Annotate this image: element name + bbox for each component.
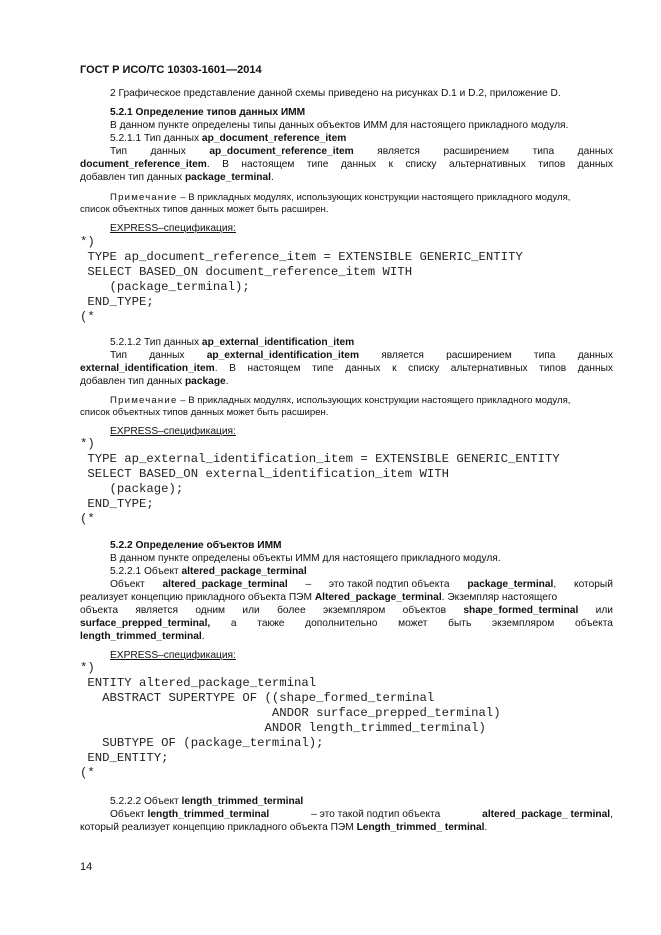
text: реализует концепцию прикладного объекта ПЭМ [80,592,315,603]
subsection-number: 5.2.1.1 Тип данных [110,133,202,144]
word: быть [448,618,472,629]
word: данных [577,350,613,361]
paragraph-line [80,591,557,604]
word: данных [345,363,381,374]
paragraph-line: external_identification_item. В настоящем типе данных к списку альтернативных типов данных [80,363,613,374]
code-line: *) [80,661,95,675]
paragraph-line: который реализует концепцию прикладного объекта ПЭМ Length_trimmed_ terminal. [80,822,488,833]
type-name: ap_document_reference_item [209,146,354,157]
code-line: ENTITY altered_package_terminal [80,676,317,690]
word: может [398,618,428,629]
text: это такой подтип объекта [328,579,450,590]
paragraph-line: добавлен тип данных package. [80,376,229,387]
code-line: SUBTYPE OF (package_terminal); [80,736,324,750]
code-line: SELECT BASED_ON external_identification_item WITH [80,467,449,481]
word: к [388,159,394,170]
subsection-number: 5.2.2.1 Объект [110,566,182,577]
word: списку [408,363,440,374]
word: альтернативных [450,363,528,374]
section-intro-5-2-1: В данном пункте определены типы данных объектов ИММ для настоящего прикладного модуля. [110,120,569,131]
word: объектов [402,605,447,616]
word: альтернативных [448,159,526,170]
paragraph-line: Объект altered_package_terminal – это такой подтип объекта package_terminal, который [110,579,613,590]
document-header: ГОСТ Р ИСО/ТС 10303-1601—2014 [80,64,262,76]
word: одним [195,605,226,616]
word: данных [577,363,613,374]
express-label: EXPRESS–спецификация: [110,223,236,234]
code-line: *) [80,437,95,451]
entity-name: package_terminal [467,579,554,590]
paragraph-line [110,349,613,362]
text: – В прикладных модулях, использующих конструкции настоящего прикладного модуля, [177,395,571,406]
code-line: END_TYPE; [80,497,154,511]
word: данных [577,159,613,170]
paragraph-line [80,604,613,617]
page-number: 14 [80,861,93,873]
express-label: EXPRESS–спецификация: [110,426,236,437]
entity-name: Altered_package_terminal [314,592,442,603]
text: – В прикладных модулях, использующих конструкции настоящего прикладного модуля, [177,192,571,203]
word: Тип [110,350,127,361]
code-line: (* [80,512,95,526]
code-line: ABSTRACT SUPERTYPE OF ((shape_formed_terminal [80,691,435,705]
entity-name: length_trimmed_terminal [181,796,304,807]
word: объекта [80,605,118,616]
note-label: Примечание [110,395,178,406]
word: расширением [446,350,512,361]
code-line: (* [80,766,95,780]
code-line: END_ENTITY; [80,751,169,765]
code-line: TYPE ap_external_identification_item = EXTENSIBLE GENERIC_ENTITY [80,452,560,466]
word: данных [149,350,185,361]
type-name: external_identification_item [80,363,215,374]
word: или [242,605,260,616]
code-line: (* [80,310,95,324]
text: добавлен тип данных [80,172,185,183]
word: – [305,579,312,590]
paragraph-line [110,145,613,158]
subsection-number: 5.2.2.2 Объект [110,796,182,807]
text: который реализует концепцию прикладного объекта ПЭМ [80,822,357,833]
word: расширением [443,146,510,157]
word: типов [538,159,566,170]
code-line: (package_terminal); [80,280,250,294]
subsection-number: 5.2.1.2 Тип данных [110,337,202,348]
word: а [230,618,237,629]
word: дополнительно [305,618,378,629]
entity-name: length_trimmed_terminal [147,809,270,820]
entity-name: surface_prepped_terminal, [80,618,211,629]
word: который [574,579,613,590]
word: настоящем [241,159,295,170]
code-line: SELECT BASED_ON document_reference_item WITH [80,265,413,279]
word: типе [312,363,334,374]
text: . Экземпляр настоящего [441,592,558,603]
paragraph-line: length_trimmed_terminal. [80,631,205,642]
code-line: ANDOR length_trimmed_terminal) [80,721,486,735]
word: также [257,618,285,629]
paragraph-line: Объект length_trimmed_terminal – это такой подтип объекта altered_package_ terminal, [110,809,613,820]
intro-note: 2 Графическое представление данной схемы приведено на рисунках D.1 и D.2, приложение D. [110,88,561,99]
word: является [135,605,178,616]
code-block [80,661,501,781]
entity-name: altered_package_terminal [181,566,307,577]
code-line: ANDOR surface_prepped_terminal) [80,706,501,720]
note-line: список объектных типов данных может быть расширен. [80,407,329,418]
word: данных [150,146,186,157]
word: списку [405,159,437,170]
entity-name: Length_trimmed_ terminal [356,822,485,833]
subsection-heading-5-2-2-1 [110,565,307,578]
word: типа [532,146,555,157]
type-name: ap_document_reference_item [201,133,347,144]
entity-name: altered_package_ terminal [482,809,611,820]
word: к [392,363,397,374]
code-block [80,437,560,527]
word: данных [340,159,377,170]
code-line: END_TYPE; [80,295,154,309]
paragraph-line [80,617,613,630]
section-heading-5-2-1: 5.2.1 Определение типов данных ИММ [110,107,306,118]
entity-name: altered_package_terminal [162,579,288,590]
word: данных [577,146,613,157]
word: типа [533,350,556,361]
word: типов [539,363,567,374]
note-line: список объектных типов данных может быть расширен. [80,204,329,215]
word: В [229,363,236,374]
word: объекта [574,618,613,629]
word: В [222,159,229,170]
code-block [80,235,523,325]
code-line: (package); [80,482,184,496]
express-label: EXPRESS–спецификация: [110,650,236,661]
subsection-heading-5-2-2-2 [110,795,303,808]
type-name: ap_external_identification_item [206,350,359,361]
section-heading-5-2-2: 5.2.2 Определение объектов ИММ [110,540,282,551]
code-line: *) [80,235,95,249]
text: – это такой подтип объекта [311,809,441,820]
word: экземпляром [322,605,386,616]
word: типе [306,159,329,170]
section-intro-5-2-2: В данном пункте определены объекты ИММ для настоящего прикладного модуля. [110,553,501,564]
word: более [277,605,306,616]
word: является [381,350,424,361]
type-name: ap_external_identification_item [201,337,355,348]
word: настоящем [247,363,301,374]
text: добавлен тип данных [80,376,185,387]
subsection-heading-5-2-1-2 [110,336,354,349]
word: является [377,146,420,157]
entity-name: length_trimmed_terminal [80,631,202,642]
code-line: TYPE ap_document_reference_item = EXTENSIBLE GENERIC_ENTITY [80,250,523,264]
word: или [595,605,613,616]
type-name: package_terminal [184,172,272,183]
entity-name: shape_formed_terminal [463,605,579,616]
text: Объект [110,809,148,820]
paragraph-line: добавлен тип данных package_terminal. [80,172,274,183]
note-label: Примечание [110,192,178,203]
word: экземпляром [491,618,555,629]
subsection-heading-5-2-1-1 [110,132,346,145]
type-name: document_reference_item [80,159,207,170]
word: Тип [110,146,127,157]
word: Объект [110,579,145,590]
paragraph-line: document_reference_item. В настоящем типе данных к списку альтернативных типов данных [80,159,613,170]
type-name: package [184,376,226,387]
